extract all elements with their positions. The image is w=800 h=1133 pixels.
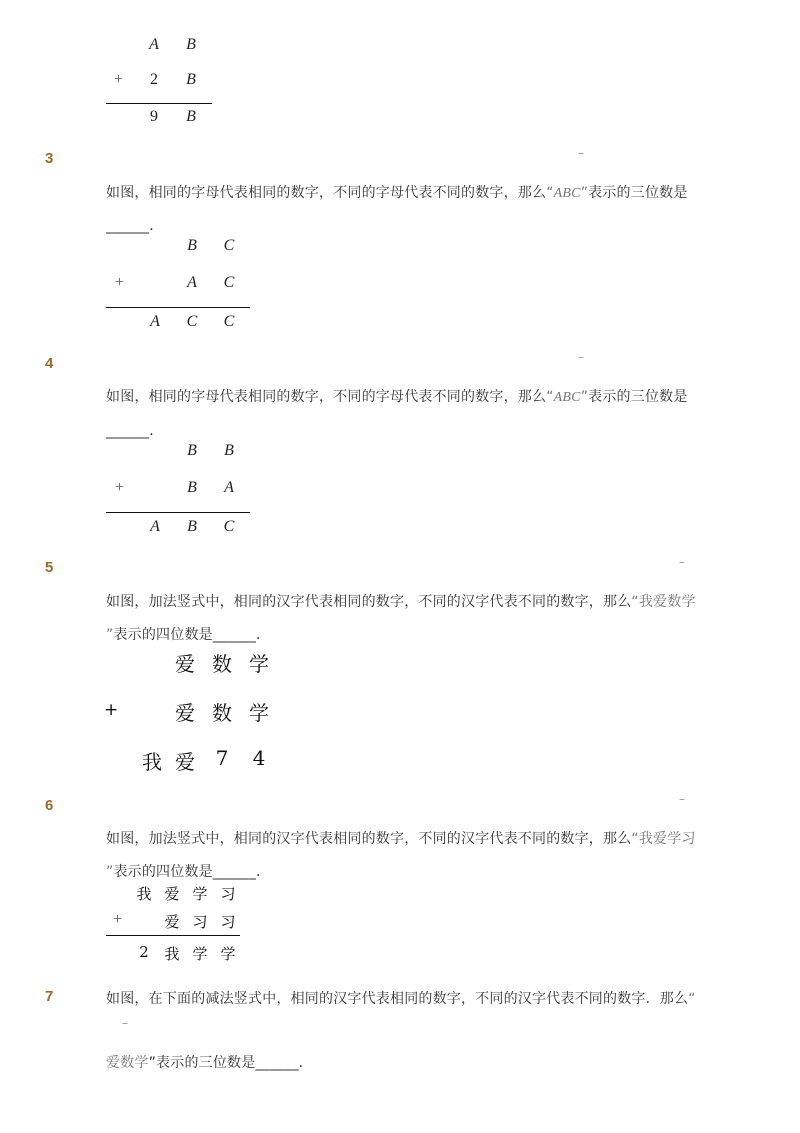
plus-operator: + (113, 911, 123, 928)
dash-mark: – (578, 350, 584, 364)
sum-rule (106, 307, 250, 308)
eq-char: 学 (249, 652, 269, 676)
eq-char: 爱 (164, 885, 180, 903)
problem-text-line2 (106, 861, 270, 881)
eq-char: 爱 (175, 750, 195, 774)
eq-digit: C (223, 518, 235, 535)
eq-digit: A (187, 274, 197, 291)
problem-number: 3 (45, 150, 54, 167)
eq-char: 我 (164, 945, 180, 963)
problem-text-post: 表示的四位数是______． (113, 864, 271, 880)
problem-number: 4 (45, 355, 54, 372)
eq-char: 学 (192, 885, 208, 903)
eq-char: 爱 (175, 701, 195, 725)
eq-digit: C (223, 313, 235, 330)
problem-text (106, 591, 696, 611)
quote-open: “ (546, 185, 554, 201)
dash-mark: – (679, 555, 685, 569)
sum-rule (106, 103, 212, 104)
problem-text-line2 (106, 1052, 313, 1072)
problem-text-post: 表示的四位数是______． (113, 627, 271, 643)
problem-text-line2 (106, 624, 270, 644)
eq-char: 我 (142, 750, 162, 774)
quote-close: ” (106, 627, 114, 643)
problem-text (106, 828, 696, 848)
sum-rule (106, 512, 250, 513)
problem-text (106, 182, 688, 202)
eq-digit: C (223, 274, 235, 291)
eq-char: 习 (220, 885, 236, 903)
eq-digit: A (149, 36, 159, 53)
quote-text: “我爱数学 (631, 594, 696, 610)
problem-number: 6 (45, 797, 54, 814)
quote-close: ” (580, 185, 589, 201)
quote-text: “我爱学习 (631, 831, 696, 847)
eq-char: 爱 (175, 652, 195, 676)
plus-operator: + (115, 479, 125, 496)
eq-char: 习 (192, 913, 208, 931)
problem-text (106, 988, 696, 1008)
plus-operator: + (115, 274, 125, 291)
eq-digit: B (186, 108, 196, 125)
problem-number: 5 (45, 559, 54, 576)
eq-digit: A (150, 313, 160, 330)
quote-var: ABC (553, 390, 581, 405)
problem-text-pre: 如图，在下面的减法竖式中，相同的汉字代表相同的数字，不同的汉字代表不同的数字．那么 (106, 991, 689, 1007)
problem-text-pre: 如图，相同的字母代表相同的数字，不同的字母代表不同的数字，那么 (106, 185, 547, 201)
sum-rule (106, 935, 240, 936)
quote-open: “ (546, 389, 554, 405)
eq-char: 4 (252, 746, 266, 770)
eq-char: 数 (212, 652, 232, 676)
dash-mark: – (578, 146, 584, 160)
eq-char: 我 (136, 885, 152, 903)
problem-text-post: ”表示的三位数是______． (148, 1055, 313, 1071)
eq-digit: B (187, 237, 197, 254)
answer-blank: ______． (106, 423, 164, 439)
problem-text-pre: 如图，加法竖式中，相同的汉字代表相同的数字，不同的汉字代表不同的数字，那么 (106, 594, 632, 610)
dash-mark: – (679, 792, 685, 806)
dash-mark: – (122, 1016, 128, 1030)
problem-number: 7 (45, 988, 54, 1005)
eq-digit: C (186, 313, 198, 330)
eq-digit: C (223, 237, 235, 254)
eq-digit: B (186, 71, 196, 88)
eq-char: 学 (192, 945, 208, 963)
eq-char: 习 (220, 913, 236, 931)
eq-char: 7 (215, 746, 229, 770)
problem-text-pre: 如图，相同的字母代表相同的数字，不同的字母代表不同的数字，那么 (106, 389, 547, 405)
eq-char: 学 (249, 701, 269, 725)
eq-digit: B (187, 442, 197, 459)
eq-digit: B (224, 442, 234, 459)
problem-text-post: 表示的三位数是 (588, 185, 688, 201)
eq-char: 数 (212, 701, 232, 725)
eq-digit: A (224, 479, 234, 496)
quote-text: 爱数学 (106, 1055, 149, 1071)
answer-blank: ______． (106, 218, 164, 234)
eq-digit: B (187, 479, 197, 496)
problem-text-post: 表示的三位数是 (588, 389, 688, 405)
eq-digit: 2 (150, 71, 158, 88)
eq-digit: A (150, 518, 160, 535)
quote-var: ABC (553, 186, 581, 201)
eq-char: 学 (220, 945, 236, 963)
quote-close: ” (106, 864, 114, 880)
plus-operator: + (114, 71, 124, 88)
problem-text-pre: 如图，加法竖式中，相同的汉字代表相同的数字，不同的汉字代表不同的数字，那么 (106, 831, 632, 847)
quote-open: “ (688, 991, 696, 1007)
eq-digit: B (186, 36, 196, 53)
eq-char: 2 (139, 943, 149, 961)
plus-operator: + (104, 700, 119, 720)
problem-text (106, 386, 688, 406)
eq-digit: B (187, 518, 197, 535)
quote-close: ” (580, 389, 589, 405)
eq-char: 爱 (164, 913, 180, 931)
eq-digit: 9 (150, 108, 158, 125)
